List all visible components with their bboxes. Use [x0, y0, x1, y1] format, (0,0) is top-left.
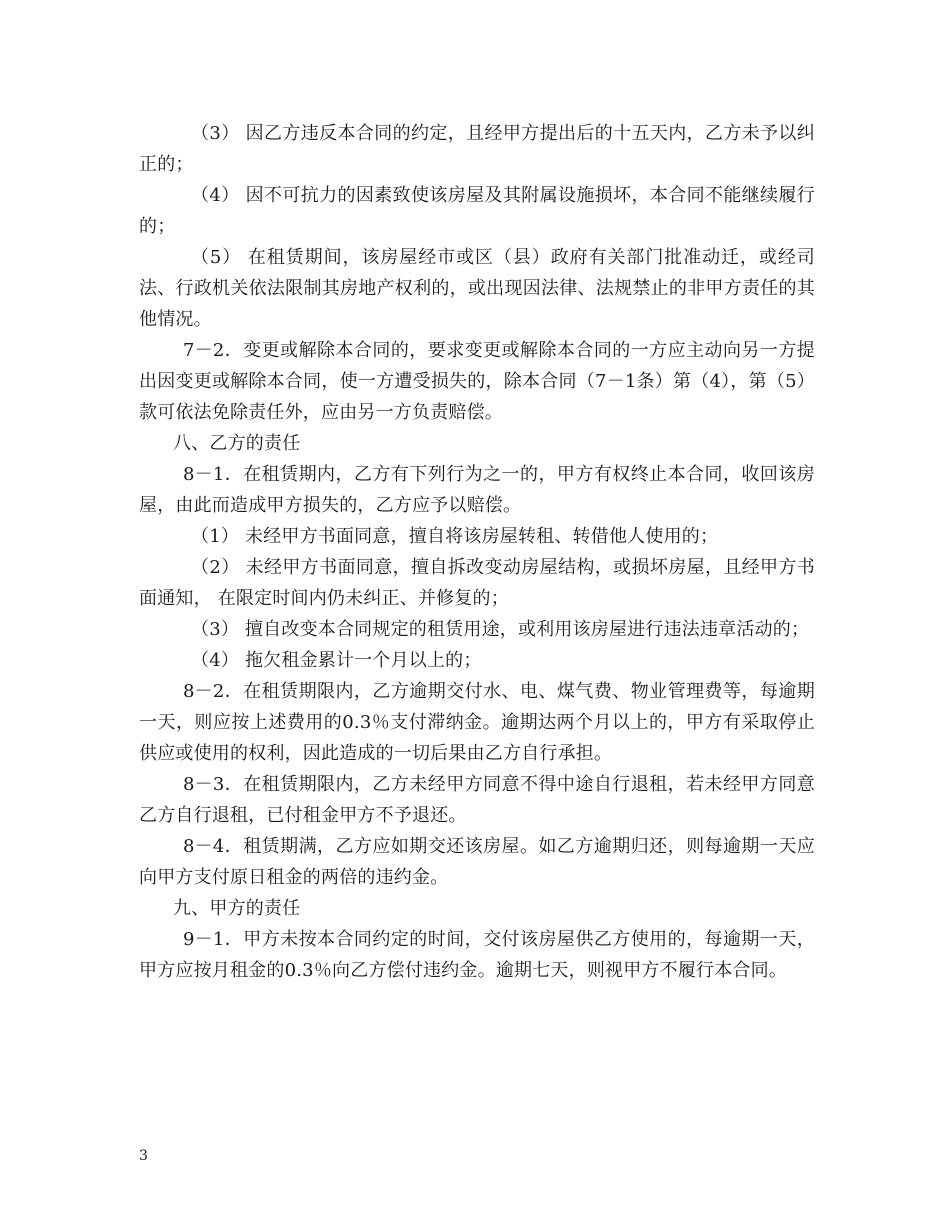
paragraph-item-8-1-4: （4） 拖欠租金累计一个月以上的； [191, 650, 482, 671]
paragraph-item-5: （5） 在租赁期间，该房屋经市或区（县）政府有关部门批准动迁，或经司法、行政机关依法限制其房地产权利的，或出现因法律、法规禁止的非甲方责任的其他情况。 [139, 247, 815, 330]
clause-8-4: 8－4．租赁期满，乙方应如期交还该房屋。如乙方逾期归还，则每逾期一天应向甲方支付原日租金的两倍的违约金。 [139, 836, 815, 888]
clause-7-2: 7－2．变更或解除本合同的，要求变更或解除本合同的一方应主动向另一方提出因变更或解除本合同，使一方遭受损失的，除本合同（7－1条）第（4），第（5）款可依法免除责任外，应由另一方负责赔偿。 [139, 340, 815, 423]
section-heading-8: 八、乙方的责任 [173, 433, 301, 454]
paragraph-item-4: （4） 因不可抗力的因素致使该房屋及其附属设施损坏，本合同不能继续履行的； [139, 185, 815, 237]
clause-8-3: 8－3．在租赁期限内，乙方未经甲方同意不得中途自行退租，若未经甲方同意乙方自行退租，已付租金甲方不予退还。 [139, 774, 815, 826]
paragraph-item-8-1-3: （3） 擅自改变本合同规定的租赁用途，或利用该房屋进行违法违章活动的； [191, 619, 810, 640]
page-body [139, 118, 815, 986]
page-number: 3 [139, 1148, 148, 1164]
paragraph-item-3: （3） 因乙方违反本合同的约定，且经甲方提出后的十五天内，乙方未予以纠正的； [139, 123, 815, 175]
clause-8-1: 8－1．在租赁期内，乙方有下列行为之一的，甲方有权终止本合同，收回该房屋，由此而造成甲方损失的，乙方应予以赔偿。 [139, 464, 815, 516]
paragraph-item-8-1-2: （2） 未经甲方书面同意，擅自拆改变动房屋结构，或损坏房屋，且经甲方书面通知， 在限定时间内仍未纠正、并修复的； [139, 557, 815, 609]
paragraph-item-8-1-1: （1） 未经甲方书面同意，擅自将该房屋转租、转借他人使用的； [191, 526, 719, 547]
section-heading-9: 九、甲方的责任 [173, 898, 301, 919]
clause-8-2: 8－2．在租赁期限内，乙方逾期交付水、电、煤气费、物业管理费等，每逾期一天，则应按上述费用的0.3％支付滞纳金。逾期达两个月以上的，甲方有采取停止供应或使用的权利，因此造成的一切后果由乙方自行承担。 [139, 681, 815, 764]
clause-9-1: 9－1．甲方未按本合同约定的时间，交付该房屋供乙方使用的，每逾期一天，甲方应按月租金的0.3％向乙方偿付违约金。逾期七天，则视甲方不履行本合同。 [139, 929, 815, 981]
